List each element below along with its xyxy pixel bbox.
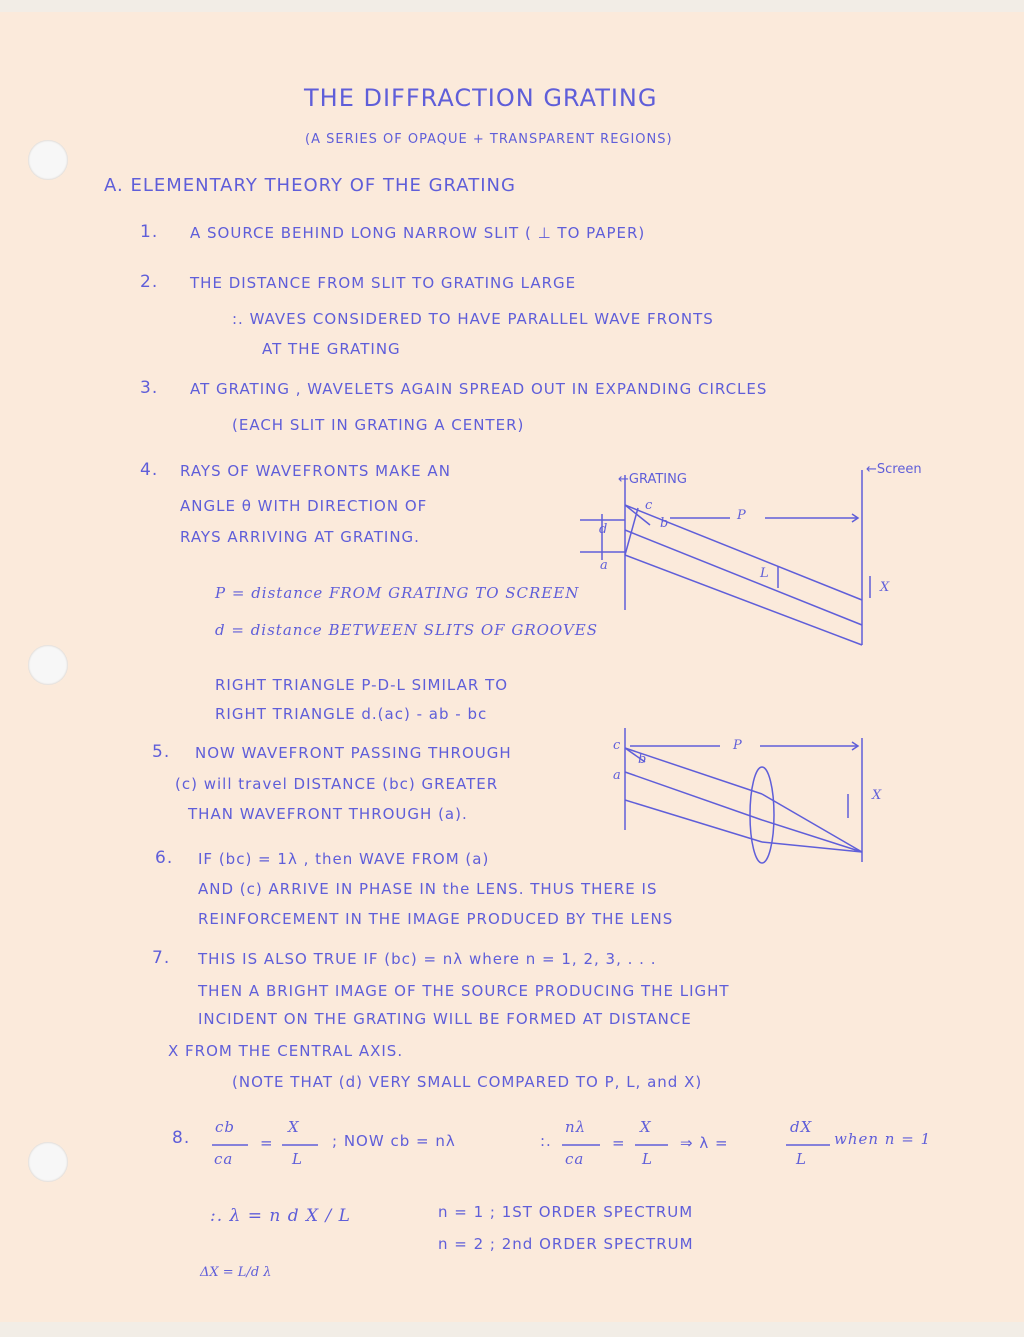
eq-ca2: ca: [565, 1150, 585, 1168]
item-text: (c) will travel DISTANCE (bc) GREATER: [175, 775, 499, 793]
label-b: b: [638, 752, 647, 767]
ray-line: [625, 772, 762, 820]
note-line: (NOTE THAT (d) VERY SMALL COMPARED TO P, L, and X): [232, 1073, 703, 1091]
wavefront-line: [625, 748, 645, 762]
item-text: AND (c) ARRIVE IN PHASE IN the LENS. THUS THERE IS: [198, 880, 658, 898]
item-number: 1.: [140, 222, 159, 242]
grating-label: ←GRATING: [618, 472, 687, 487]
item-number: 7.: [152, 948, 171, 968]
item-text: (EACH SLIT IN GRATING A CENTER): [232, 416, 525, 434]
label-x: X: [872, 788, 882, 803]
item-text: THEN A BRIGHT IMAGE OF THE SOURCE PRODUCING THE LIGHT: [198, 982, 730, 1000]
label-a: a: [600, 558, 608, 573]
eq-now: ; NOW cb = nλ: [332, 1132, 456, 1150]
lens-shape: [750, 767, 774, 863]
eq-l: L: [642, 1150, 653, 1168]
eq-ca: ca: [214, 1150, 234, 1168]
eq-l: L: [796, 1150, 807, 1168]
section-heading: A. ELEMENTARY THEORY OF THE GRATING: [104, 175, 516, 196]
item-text: RAYS ARRIVING AT GRATING.: [180, 528, 420, 546]
item-text: REINFORCEMENT IN THE IMAGE PRODUCED BY THE LENS: [198, 910, 674, 928]
item-text: THE DISTANCE FROM SLIT TO GRATING LARGE: [190, 274, 577, 292]
item-text: AT THE GRATING: [262, 340, 401, 358]
item-text: ANGLE θ WITH DIRECTION OF: [180, 497, 428, 515]
label-b: b: [660, 516, 669, 531]
ray-line: [625, 748, 762, 794]
ray-line: [625, 505, 862, 600]
item-text: NOW WAVEFRONT PASSING THROUGH: [195, 744, 512, 762]
eq-sign: =: [612, 1134, 626, 1152]
label-c: c: [645, 498, 653, 513]
item-number: 6.: [155, 848, 174, 868]
item-number: 8.: [172, 1128, 191, 1148]
eq-dx: dX: [790, 1118, 813, 1136]
page-title: THE DIFFRACTION GRATING: [304, 84, 658, 112]
triangle-note: RIGHT TRIANGLE P-D-L SIMILAR TO: [215, 676, 509, 694]
definition-line: P = distance FROM GRATING TO SCREEN: [215, 584, 580, 602]
label-x: X: [880, 580, 890, 595]
ray-line: [625, 800, 762, 842]
result-equation: :. λ = n d X / L: [210, 1206, 351, 1226]
eq-x: X: [288, 1118, 300, 1136]
item-text: THAN WAVEFRONT THROUGH (a).: [188, 805, 468, 823]
item-number: 2.: [140, 272, 159, 292]
eq-l: L: [292, 1150, 303, 1168]
label-l: L: [760, 566, 769, 581]
eq-cb: cb: [215, 1118, 236, 1136]
ray-line: [625, 555, 862, 645]
ray-line: [625, 530, 862, 625]
item-number: 4.: [140, 460, 159, 480]
item-text: RAYS OF WAVEFRONTS MAKE AN: [180, 462, 451, 480]
eq-implies: ⇒ λ =: [680, 1134, 729, 1152]
order-line: n = 1 ; 1ST ORDER SPECTRUM: [438, 1203, 694, 1221]
item-text: A SOURCE BEHIND LONG NARROW SLIT ( ⊥ TO PAPER): [190, 224, 646, 242]
item-number: 5.: [152, 742, 171, 762]
item-text: INCIDENT ON THE GRATING WILL BE FORMED AT DISTANCE: [198, 1010, 692, 1028]
item-text: AT GRATING , WAVELETS AGAIN SPREAD OUT IN EXPANDING CIRCLES: [190, 380, 768, 398]
item-number: 3.: [140, 378, 159, 398]
definition-line: d = distance BETWEEN SLITS OF GROOVES: [215, 621, 599, 639]
screen-label: ←Screen: [866, 462, 922, 477]
eq-nl: nλ: [565, 1118, 587, 1136]
order-line: n = 2 ; 2nd ORDER SPECTRUM: [438, 1235, 694, 1253]
eq-sign: =: [260, 1134, 274, 1152]
eq-when: when n = 1: [834, 1130, 932, 1148]
label-c: c: [613, 738, 621, 753]
eq-therefore: :.: [540, 1132, 552, 1150]
delta-formula: ΔX = L/d λ: [200, 1265, 272, 1280]
label-p: P: [737, 508, 746, 523]
item-text: :. WAVES CONSIDERED TO HAVE PARALLEL WAVE FRONTS: [232, 310, 714, 328]
triangle-note: RIGHT TRIANGLE d.(ac) - ab - bc: [215, 705, 488, 723]
item-text: IF (bc) = 1λ , then WAVE FROM (a): [198, 850, 490, 868]
label-p: P: [733, 738, 742, 753]
eq-x: X: [640, 1118, 652, 1136]
page-subtitle: (A SERIES OF OPAQUE + TRANSPARENT REGIONS): [305, 132, 673, 147]
label-d: d: [599, 522, 608, 537]
label-a: a: [613, 768, 621, 783]
item-text: THIS IS ALSO TRUE IF (bc) = nλ where n = 1, 2, 3, . . .: [198, 950, 657, 968]
item-text: X FROM THE CENTRAL AXIS.: [168, 1042, 404, 1060]
